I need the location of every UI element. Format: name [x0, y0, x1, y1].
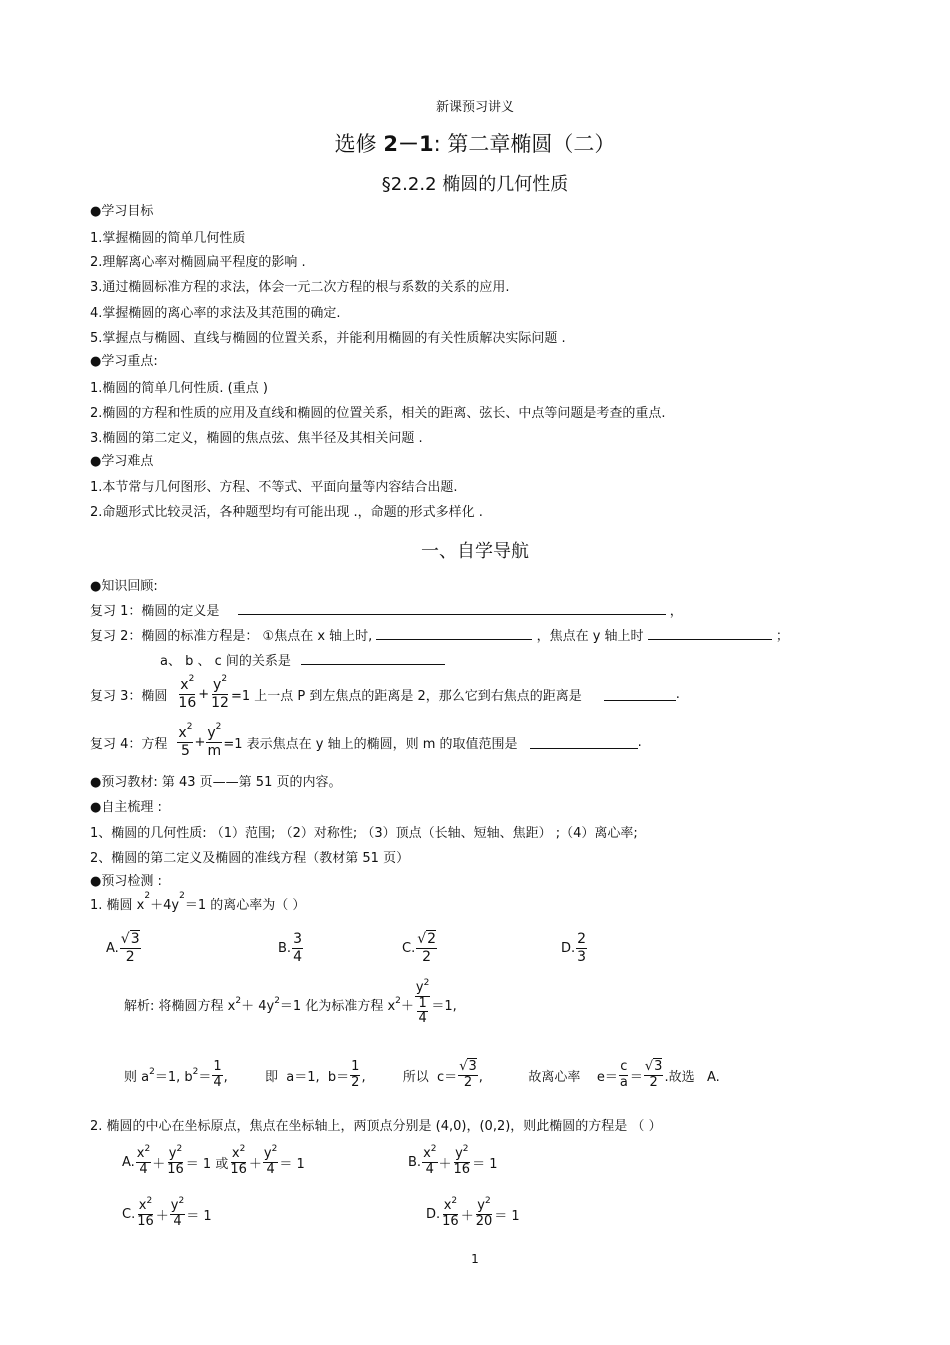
q1-option-a: A. $\frac{√3}{2}$	[106, 931, 140, 965]
fraction: $\frac{√3}{2}$	[459, 1058, 477, 1090]
review-2-end: ；	[775, 629, 789, 644]
page-number: 1	[471, 1252, 479, 1266]
q2-option-c: C. $\frac{x^2}{16}$ ＋ $\frac{y^2}{4}$ ＝ 1	[122, 1195, 212, 1229]
review-4-blank	[530, 736, 638, 749]
goal-item: 2.理解离心率对椭圆扁平程度的影响 .	[90, 255, 306, 270]
fraction: $\frac{√2}{2}$	[417, 931, 437, 965]
title-suffix: : 第二章椭圆（二）	[433, 132, 616, 156]
fraction: $\frac{y^2}{12}$	[211, 674, 229, 711]
fraction: $\frac{c}{a}$	[619, 1058, 628, 1090]
plus-sign: +	[194, 734, 206, 750]
q1-solution-line: 则 a $^2$ ＝1, b $^2$ ＝ $\frac{1}{4}$ , 即 a＝1, b＝ $\frac{1}{2}$ , 所以 c＝ $\frac{√3}{2}$ , 故离心率 e＝ $\frac{c}{a}$ ＝ $\frac{√3}{2}$ .故选 A.	[124, 1058, 720, 1090]
fraction: $\frac{2}{3}$	[577, 931, 587, 965]
question-1-stem: 1. 椭圆 $x^2+4y^2=1$ 的离心率为（ ）	[90, 891, 306, 913]
question-2-stem: 2. 椭圆的中心在坐标原点，焦点在坐标轴上，两顶点分别是 (4,0)，(0,2)，则此椭圆的方程是 （ ）	[90, 1119, 662, 1134]
review-2-text-a: 复习 2：椭圆的标准方程是： ①焦点在 x 轴上时,	[90, 629, 373, 644]
review-4-text-b: =1 表示焦点在 y 轴上的椭圆，则 m 的取值范围是	[223, 736, 518, 752]
q1-option-c: C. $\frac{√2}{2}$	[402, 931, 437, 965]
fraction: $\frac{y^2}{\frac{1}{4}}$	[415, 977, 430, 1027]
review-2-text-b: ，焦点在 y 轴上时	[536, 629, 644, 644]
review-1	[90, 600, 683, 619]
summary-item: 1、椭圆的几何性质: （1）范围; （2）对称性; （3）顶点（长轴、短轴、焦距） ;（4）离心率;	[90, 826, 638, 841]
review-3-end: .	[675, 686, 680, 702]
doc-kicker: 新课预习讲义	[435, 100, 514, 115]
textbook-line: ●预习教材: 第 43 页——第 51 页的内容。	[90, 775, 342, 790]
goal-item: 1.掌握椭圆的简单几何性质	[90, 231, 246, 246]
review-3-blank	[604, 688, 676, 701]
check-heading: ●预习检测 :	[90, 874, 162, 889]
summary-item: 2、椭圆的第二定义及椭圆的准线方程（教材第 51 页）	[90, 851, 410, 866]
fraction: $\frac{√3}{2}$	[120, 931, 140, 965]
review-1-text: 复习 1：椭圆的定义是	[90, 604, 220, 619]
review-3-text-a: 复习 3：椭圆	[90, 688, 168, 704]
review-heading: ●知识回顾:	[90, 579, 158, 594]
q2-option-b: B. $\frac{x^2}{4}$ ＋ $\frac{y^2}{16}$ ＝ 1	[408, 1143, 498, 1177]
goals-heading: ●学习目标	[90, 204, 154, 219]
q1-analysis: 解析: 将椭圆方程 x $^2$ ＋ 4y $^2$ ＝1 化为标准方程 x $^2$ ＋ $\frac{y^2}{\frac{1}{4}}$ ＝1,	[124, 977, 457, 1027]
keypoints-heading: ●学习重点:	[90, 354, 158, 369]
fraction: $\frac{x^2}{16}$	[230, 1143, 247, 1177]
page-subtitle: §2.2.2 椭圆的几何性质	[381, 174, 569, 195]
review-2-blank-y	[648, 627, 772, 640]
q1-option-b: B. $\frac{3}{4}$	[278, 931, 302, 965]
fraction: $\frac{y^2}{m}$	[207, 722, 222, 759]
fraction: $\frac{3}{4}$	[293, 931, 302, 965]
fraction: $\frac{x^2}{5}$	[178, 722, 193, 759]
goal-item: 5.掌握点与椭圆、直线与椭圆的位置关系，并能利用椭圆的有关性质解决实际问题 .	[90, 331, 566, 346]
title-prefix: 选修	[334, 132, 377, 156]
keypoint-item: 1.椭圆的简单几何性质. (重点 )	[90, 381, 268, 396]
title-number: 2－1	[383, 132, 434, 156]
summary-heading: ●自主梳理 :	[90, 800, 162, 815]
fraction: $\frac{1}{2}$	[351, 1058, 360, 1090]
keypoint-item: 2.椭圆的方程和性质的应用及直线和椭圆的位置关系，相关的距离、弦长、中点等问题是考查的重点.	[90, 406, 666, 421]
fraction: $\frac{√3}{2}$	[644, 1058, 663, 1090]
fraction: $\frac{x^2}{4}$	[423, 1143, 437, 1177]
section-title: 一、自学导航	[421, 541, 529, 562]
fraction: $\frac{x^2}{4}$	[136, 1143, 151, 1177]
review-3	[90, 670, 680, 718]
difficulty-item: 2.命题形式比较灵活，各种题型均有可能出现 .，命题的形式多样化 .	[90, 505, 483, 520]
q1-option-d: D. $\frac{2}{3}$	[561, 931, 587, 965]
review-2-blank-x	[376, 627, 532, 640]
fraction: $\frac{x^2}{16}$	[178, 674, 197, 711]
review-2-abc-blank	[301, 652, 445, 665]
review-2	[90, 625, 789, 644]
review-4-text-a: 复习 4：方程	[90, 736, 168, 752]
keypoint-item: 3.椭圆的第二定义，椭圆的焦点弦、焦半径及其相关问题 .	[90, 431, 423, 446]
fraction: $\frac{y^2}{20}$	[475, 1195, 493, 1229]
difficulty-item: 1.本节常与几何图形、方程、不等式、平面向量等内容结合出题.	[90, 480, 458, 495]
fraction: $\frac{y^2}{4}$	[170, 1195, 185, 1229]
fraction: $\frac{y^2}{4}$	[263, 1143, 278, 1177]
goal-item: 3.通过椭圆标准方程的求法，体会一元二次方程的根与系数的关系的应用.	[90, 280, 510, 295]
difficulties-heading: ●学习难点	[90, 454, 154, 469]
fraction: $\frac{y^2}{16}$	[167, 1143, 184, 1177]
page-title	[0, 128, 950, 158]
q2-option-d: D. $\frac{x^2}{16}$ ＋ $\frac{y^2}{20}$ ＝ 1	[426, 1195, 520, 1229]
review-2-line2	[160, 650, 445, 669]
review-1-blank	[238, 602, 666, 615]
fraction: $\frac{x^2}{16}$	[442, 1195, 459, 1229]
review-4	[90, 718, 642, 766]
review-1-end: ，	[669, 604, 683, 619]
fraction: $\frac{x^2}{16}$	[137, 1195, 154, 1229]
plus-sign: +	[198, 686, 210, 702]
goal-item: 4.掌握椭圆的离心率的求法及其范围的确定.	[90, 306, 341, 321]
fraction: $\frac{1}{4}$	[213, 1058, 222, 1090]
review-2-abc-text: a、 b 、 c 间的关系是	[160, 654, 291, 669]
review-4-end: .	[637, 734, 642, 750]
review-3-text-b: =1 上一点 P 到左焦点的距离是 2，那么它到右焦点的距离是	[230, 688, 582, 704]
q2-option-a: A. $\frac{x^2}{4}$ ＋ $\frac{y^2}{16}$ ＝ 1 或 $\frac{x^2}{16}$ ＋ $\frac{y^2}{4}$ ＝ 1	[122, 1143, 305, 1177]
fraction: $\frac{y^2}{16}$	[453, 1143, 471, 1177]
